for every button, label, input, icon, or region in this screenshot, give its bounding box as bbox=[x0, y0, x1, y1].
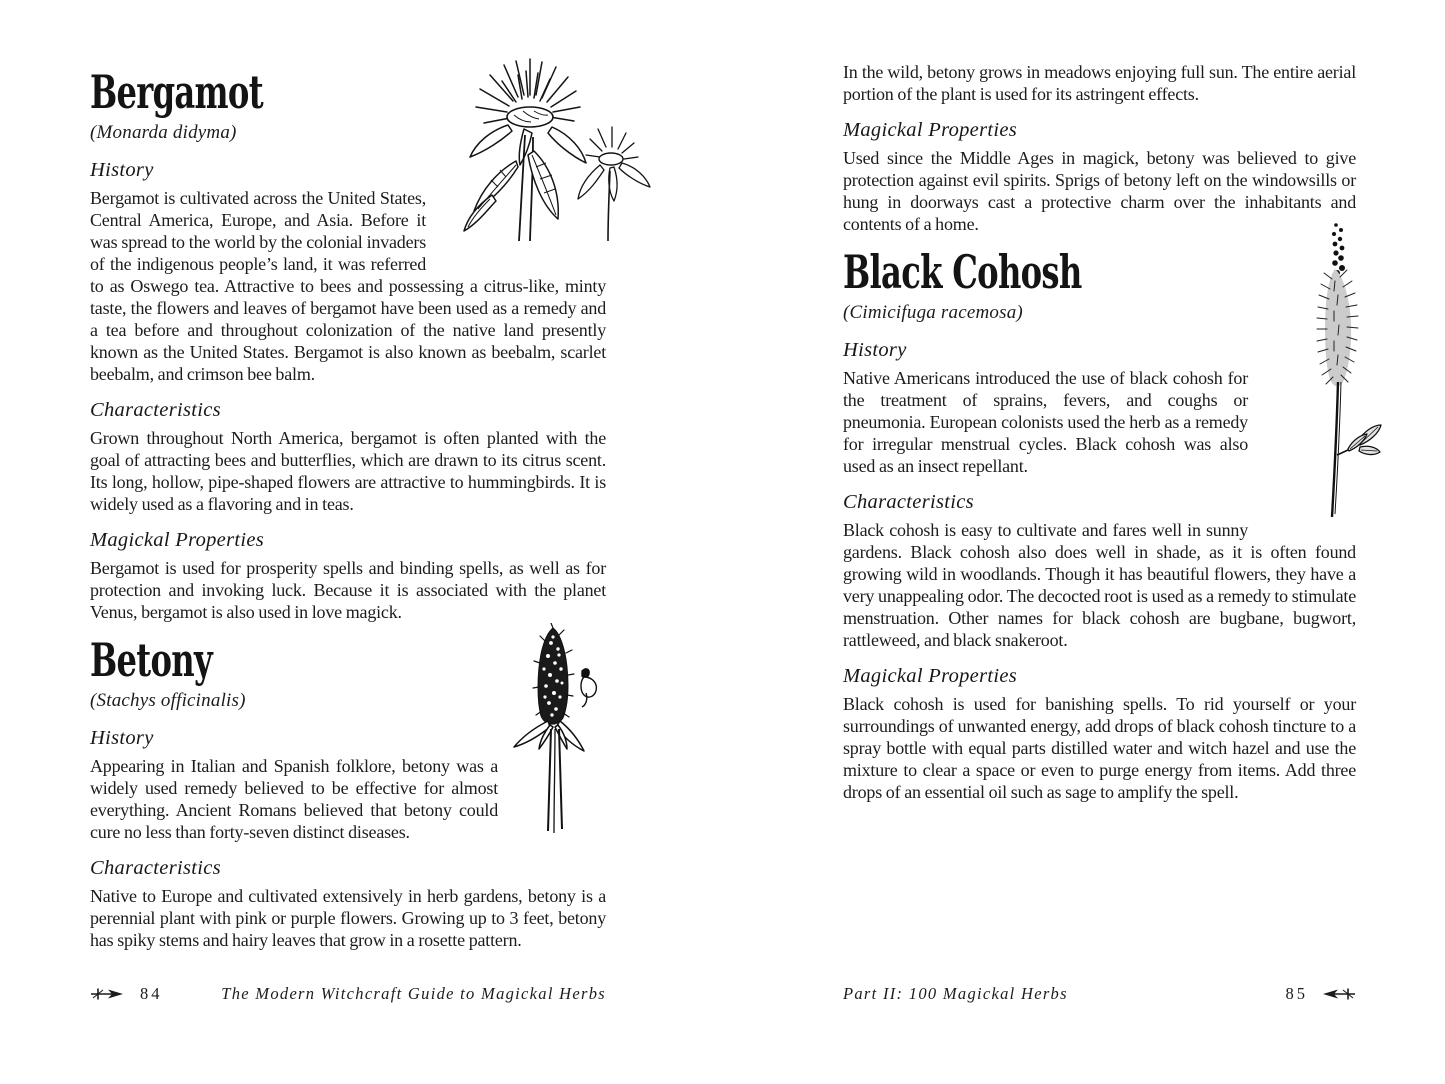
betony-illustration-icon bbox=[506, 623, 606, 835]
section-text: Used since the Middle Ages in magick, betony was believed to give protection against evil spirits. Sprigs of betony left on the windowsills or hung in doorways cast a protective charm over the inhabitants and contents of a home. bbox=[843, 148, 1356, 234]
page-left bbox=[90, 55, 606, 1030]
species-name-betony: (Stachys officinalis) bbox=[90, 690, 246, 711]
section-text: Native Americans introduced the use of black cohosh for the treatment of sprains, fevers, and coughs or pneumonia. European colonists used the herb as a remedy for irregular menstrual cycles. Black cohosh was also used as an insect repellant. bbox=[843, 368, 1248, 476]
section-heading: Characteristics bbox=[90, 399, 221, 421]
arrow-right-ornament-icon bbox=[90, 987, 124, 1001]
section-text: Bergamot is used for prosperity spells and binding spells, as well as for protection and invoking luck. Because it is associated with the planet Venus, bergamot is also used in love magick. bbox=[90, 558, 606, 622]
section-bergamot-characteristics bbox=[90, 397, 606, 515]
section-text: Native to Europe and cultivated extensively in herb gardens, betony is a perennial plant with pink or purple flowers. Growing up to 3 feet, betony has spiky stems and hairy leaves that grow in a rosette pattern. bbox=[90, 886, 606, 950]
section-heading: Magickal Properties bbox=[843, 665, 1018, 687]
section-text: Grown throughout North America, bergamot is often planted with the goal of attracting bees and butterflies, which are drawn to its citrus scent. Its long, hollow, pipe-shaped flowers are attractive to hummingbirds. It is widely used as a flavoring and in teas. bbox=[90, 428, 606, 514]
entry-title-betony: Betony bbox=[90, 633, 212, 687]
section-heading: Magickal Properties bbox=[843, 119, 1018, 141]
section-black-cohosh-magickal-properties bbox=[843, 663, 1356, 803]
running-footer-book-title: The Modern Witchcraft Guide to Magickal Herbs bbox=[221, 984, 606, 1003]
black-cohosh-illustration-icon bbox=[1256, 235, 1356, 527]
section-text: Bergamot is cultivated across the United States, Central America, Europe, and Asia. Before it was spread to the world by the colonial invaders of the indigenous people’s land, it was referred to as Oswego tea. Attractive to bees and possessing a citrus-like, minty taste, the flowers and leaves of bergamot have been used as a remedy and a tea before and throughout colonization of the native land presently known as the United States. Bergamot is also known as beebalm, scarlet beebalm, and crimson bee balm. bbox=[90, 188, 606, 384]
page-number-left: 84 bbox=[140, 984, 163, 1003]
running-footer-part-title: Part II: 100 Magickal Herbs bbox=[843, 984, 1068, 1003]
arrow-left-ornament-icon bbox=[1322, 987, 1356, 1001]
entry-title-black-cohosh: Black Cohosh bbox=[843, 245, 1082, 299]
species-name-bergamot: (Monarda didyma) bbox=[90, 122, 237, 143]
section-betony-magickal-properties bbox=[843, 117, 1356, 235]
section-heading: Magickal Properties bbox=[90, 529, 265, 551]
section-heading: History bbox=[843, 339, 907, 361]
section-heading: History bbox=[90, 727, 154, 749]
bergamot-illustration-icon bbox=[434, 55, 606, 267]
right-page-footer bbox=[843, 983, 1356, 1005]
section-bergamot-magickal-properties bbox=[90, 527, 606, 623]
species-name-black-cohosh: (Cimicifuga racemosa) bbox=[843, 302, 1023, 323]
entry-title-bergamot: Bergamot bbox=[90, 65, 263, 119]
section-text: Black cohosh is easy to cultivate and fares well in sunny gardens. Black cohosh also does well in shade, as it is often found growing wild in woodlands. Though it has beautiful flowers, they have a very unappealing odor. The decocted root is used as a remedy to stimulate menstruation. Other names for black cohosh are bugbane, bugwort, rattleweed, and black snakeroot. bbox=[843, 520, 1356, 650]
section-text: Appearing in Italian and Spanish folklore, betony was a widely used remedy believed to be effective for almost everything. Ancient Romans believed that betony could cure no less than forty-seven distinct diseases. bbox=[90, 756, 498, 842]
page-right bbox=[843, 55, 1356, 1030]
betony-continued-text: In the wild, betony grows in meadows enjoying full sun. The entire aerial portion of the plant is used for its astringent effects. bbox=[843, 62, 1356, 104]
section-betony-characteristics bbox=[90, 855, 606, 951]
section-heading: Characteristics bbox=[90, 857, 221, 879]
left-page-footer bbox=[90, 983, 606, 1005]
section-text: Black cohosh is used for banishing spells. To rid yourself or your surroundings of unwanted energy, add drops of black cohosh tincture to a spray bottle with equal parts distilled water and witch hazel and use the mixture to clear a space or even to purge energy from items. Add three drops of an essential oil such as sage to amplify the spell. bbox=[843, 694, 1356, 802]
section-heading: History bbox=[90, 159, 154, 181]
page-number-right: 85 bbox=[1285, 984, 1308, 1003]
section-heading: Characteristics bbox=[843, 491, 974, 513]
